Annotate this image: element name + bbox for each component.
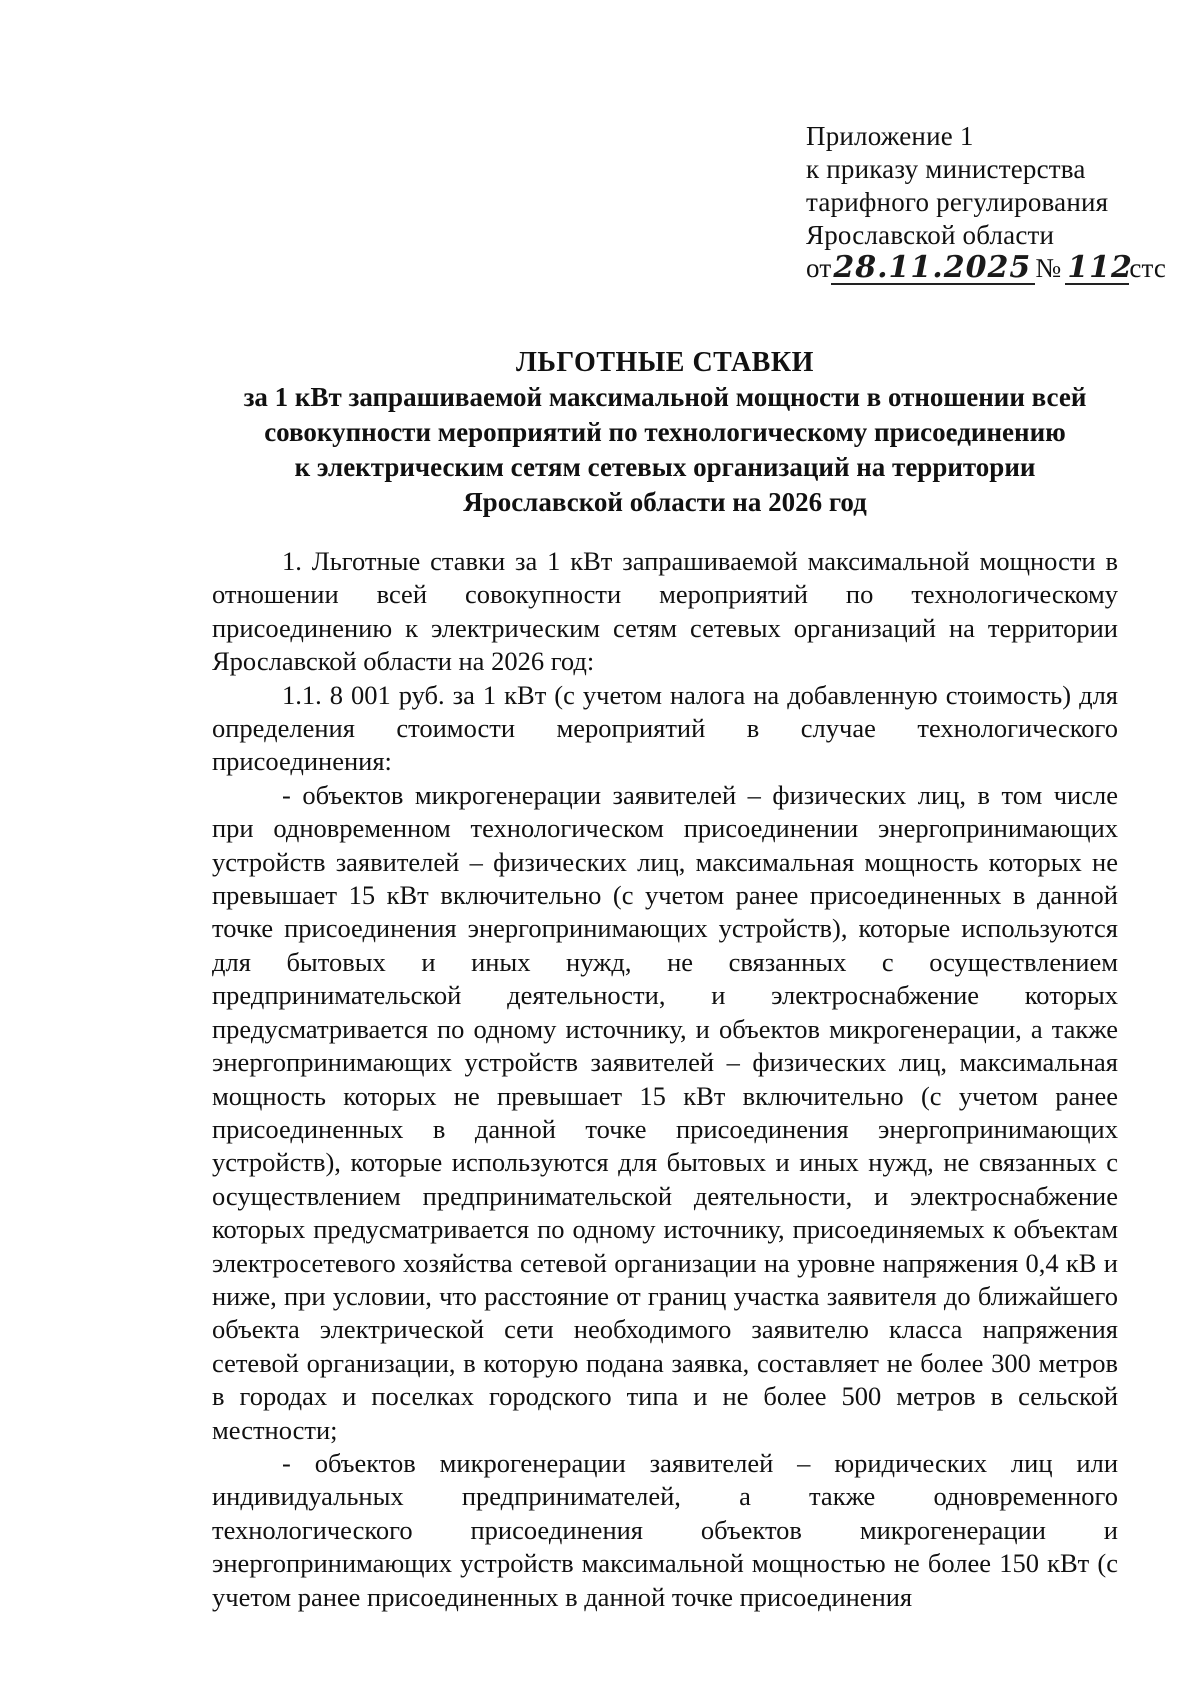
paragraph-bullet-1: - объектов микрогенерации заявителей – физических лиц, в том числе при одновременном технологическом присоединении энергопринимающих устройств заявителей – физических лиц, максимальная мощность которых не превышает 15 кВт включительно (с учетом ранее присоединенных в данной точке присоединения энергопринимающих устройств), которые используются для бытовых и иных нужд, не связанных с осуществлением предпринимательской деятельности, и электроснабжение которых предусматривается по одному источнику, и объектов микрогенерации, а также энергопринимающих устройств заявителей – физических лиц, максимальная мощность которых не превышает 15 кВт включительно (с учетом ранее присоединенных в данной точке присоединения энергопринимающих устройств), которые используются для бытовых и иных нужд, не связанных с осуществлением предпринимательской деятельности, и электроснабжение которых предусматривается по одному источнику, присоединяемых к объектам электросетевого хозяйства сетевой организации на уровне напряжения 0,4 кВ и ниже, при условии, что расстояние от границ участка заявителя до ближайшего объекта электрической сети необходимого заявителю класса напряжения сетевой организации, в которую подана заявка, составляет не более 300 метров в городах и поселках городского типа и не более 500 метров в сельской местности;	[212, 779, 1118, 1445]
annex-line-3: тарифного регулирования	[806, 187, 1109, 217]
annex-header	[806, 120, 1166, 285]
order-number-handwritten: 112	[1067, 250, 1133, 285]
document-body	[212, 545, 1118, 1614]
title-main: ЛЬГОТНЫЕ СТАВКИ	[516, 347, 814, 378]
order-number-sign: №	[1035, 253, 1062, 283]
order-suffix: стс	[1129, 253, 1167, 283]
annex-line-1: Приложение 1	[806, 121, 974, 151]
paragraph-1-1: 1.1. 8 001 руб. за 1 кВт (с учетом налога на добавленную стоимость) для определения стоимости мероприятий в случае технологического присоединения:	[212, 679, 1118, 777]
annex-line-4: Ярославской области	[806, 220, 1055, 250]
order-prefix: от	[806, 253, 832, 283]
title-subline-2: совокупности мероприятий по технологическому присоединению	[264, 417, 1066, 447]
title-subline-4: Ярославской области на 2026 год	[463, 487, 867, 517]
annex-line-2: к приказу министерства	[806, 154, 1086, 184]
title-subline-3: к электрическим сетям сетевых организаций на территории	[294, 452, 1036, 482]
document-title	[210, 345, 1120, 520]
paragraph-1: 1. Льготные ставки за 1 кВт запрашиваемой максимальной мощности в отношении всей совокупности мероприятий по технологическому присоединению к электрическим сетям сетевых организаций на территории Ярославской области на 2026 год:	[212, 546, 1118, 677]
title-subline-1: за 1 кВт запрашиваемой максимальной мощности в отношении всей	[243, 382, 1087, 412]
order-date-handwritten: 28.11.2025	[831, 253, 1035, 285]
paragraph-bullet-2: - объектов микрогенерации заявителей – юридических лиц или индивидуальных предпринимателей, а также одновременного технологического присоединения объектов микрогенерации и энергопринимающих устройств максимальной мощностью не более 150 кВт (с учетом ранее присоединенных в данной точке присоединения	[212, 1447, 1118, 1612]
order-reference	[806, 252, 1166, 285]
